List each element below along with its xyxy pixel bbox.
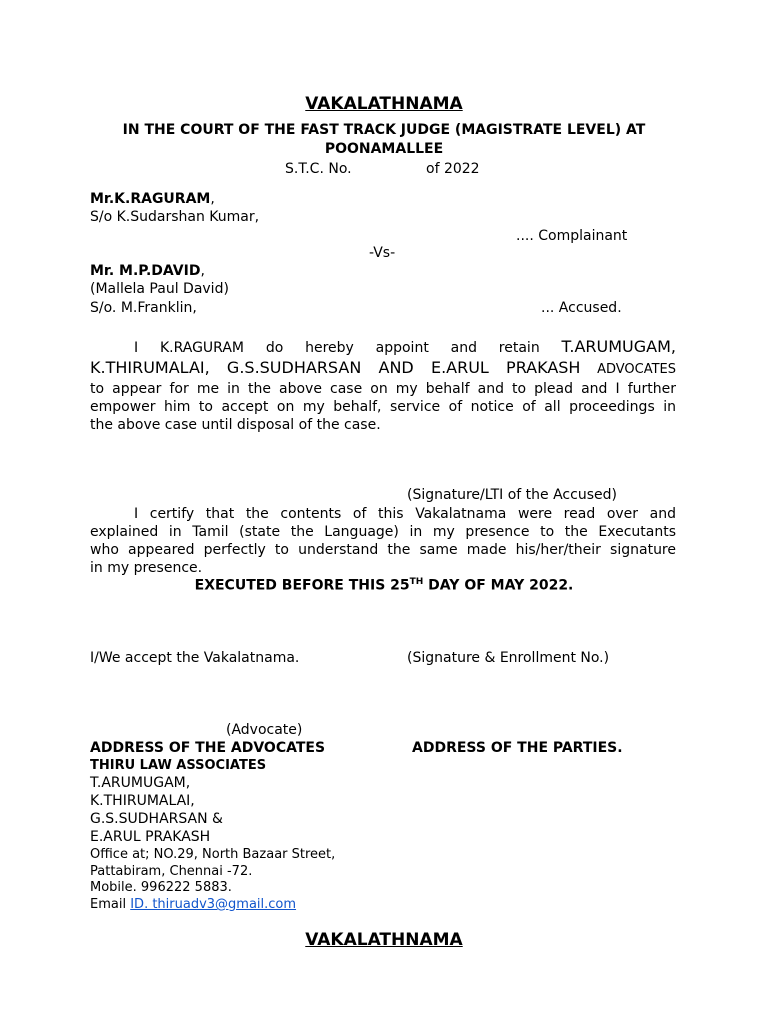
complainant-role: .... Complainant [516, 228, 628, 244]
office-address-1: Office at; NO.29, North Bazaar Street, [90, 847, 336, 862]
appoint-line-4: empower him to accept on my behalf, service of notice of all proceedings in [90, 399, 676, 415]
appointment-paragraph [90, 337, 676, 434]
email-line: Email ID. thiruadv3@gmail.com [90, 897, 297, 912]
advocate-3: G.S.SUDHARSAN & [90, 811, 223, 827]
appoint-line-2b: ADVOCATES [597, 362, 677, 377]
accused-father: S/o. M.Franklin, [90, 300, 197, 316]
stc-number-label: S.T.C. No. [285, 161, 352, 177]
signature-enrollment: (Signature & Enrollment No.) [407, 650, 610, 666]
accept-vakalatnama: I/We accept the Vakalatnama. [90, 650, 300, 666]
certify-line-3: who appeared perfectly to understand the same made his/her/their signature [90, 542, 676, 558]
versus-label: -Vs- [369, 245, 396, 261]
accused-alias: (Mallela Paul David) [90, 281, 229, 297]
appoint-line-5: the above case until disposal of the case. [90, 417, 381, 433]
certification-paragraph [90, 505, 676, 577]
advocate-1: T.ARUMUGAM, [90, 775, 191, 791]
accused-role: ... Accused. [541, 300, 622, 316]
signature-accused: (Signature/LTI of the Accused) [407, 487, 617, 503]
appoint-line-1b: T.ARUMUGAM, [561, 337, 676, 356]
office-address-2: Pattabiram, Chennai -72. [90, 864, 253, 879]
court-line-2: POONAMALLEE [324, 141, 444, 157]
appoint-line-1a: I K.RAGURAM do hereby appoint and retain [134, 340, 540, 356]
advocate-4: E.ARUL PRAKASH [90, 829, 211, 845]
complainant-name: Mr.K.RAGURAM, [90, 191, 215, 207]
advocate-label: (Advocate) [226, 722, 303, 738]
executed-line: EXECUTED BEFORE THIS 25TH DAY OF MAY 2022. [194, 577, 574, 594]
address-parties-heading: ADDRESS OF THE PARTIES. [412, 740, 623, 756]
appoint-line-2a: K.THIRUMALAI, G.S.SUDHARSAN AND E.ARUL PRAKASH [90, 358, 581, 377]
accused-name: Mr. M.P.DAVID, [90, 263, 205, 279]
address-advocates-heading: ADDRESS OF THE ADVOCATES [90, 740, 326, 756]
stc-year: of 2022 [426, 161, 480, 177]
email-link[interactable]: ID. thiruadv3@gmail.com [130, 897, 297, 912]
court-line-1: IN THE COURT OF THE FAST TRACK JUDGE (MAGISTRATE LEVEL) AT [122, 122, 646, 138]
document-title: VAKALATHNAMA [305, 94, 463, 114]
firm-name: THIRU LAW ASSOCIATES [90, 758, 267, 773]
appoint-line-3: to appear for me in the above case on my behalf and to plead and I further [90, 381, 676, 397]
certify-line-2: explained in Tamil (state the Language) in my presence to the Executants [90, 524, 676, 540]
document-title-repeat: VAKALATHNAMA [305, 930, 463, 950]
certify-line-1: I certify that the contents of this Vakalatnama were read over and [134, 506, 676, 522]
complainant-father: S/o K.Sudarshan Kumar, [90, 209, 260, 225]
certify-line-4: in my presence. [90, 560, 203, 576]
advocate-2: K.THIRUMALAI, [90, 793, 195, 809]
mobile-number: Mobile. 996222 5883. [90, 880, 232, 895]
